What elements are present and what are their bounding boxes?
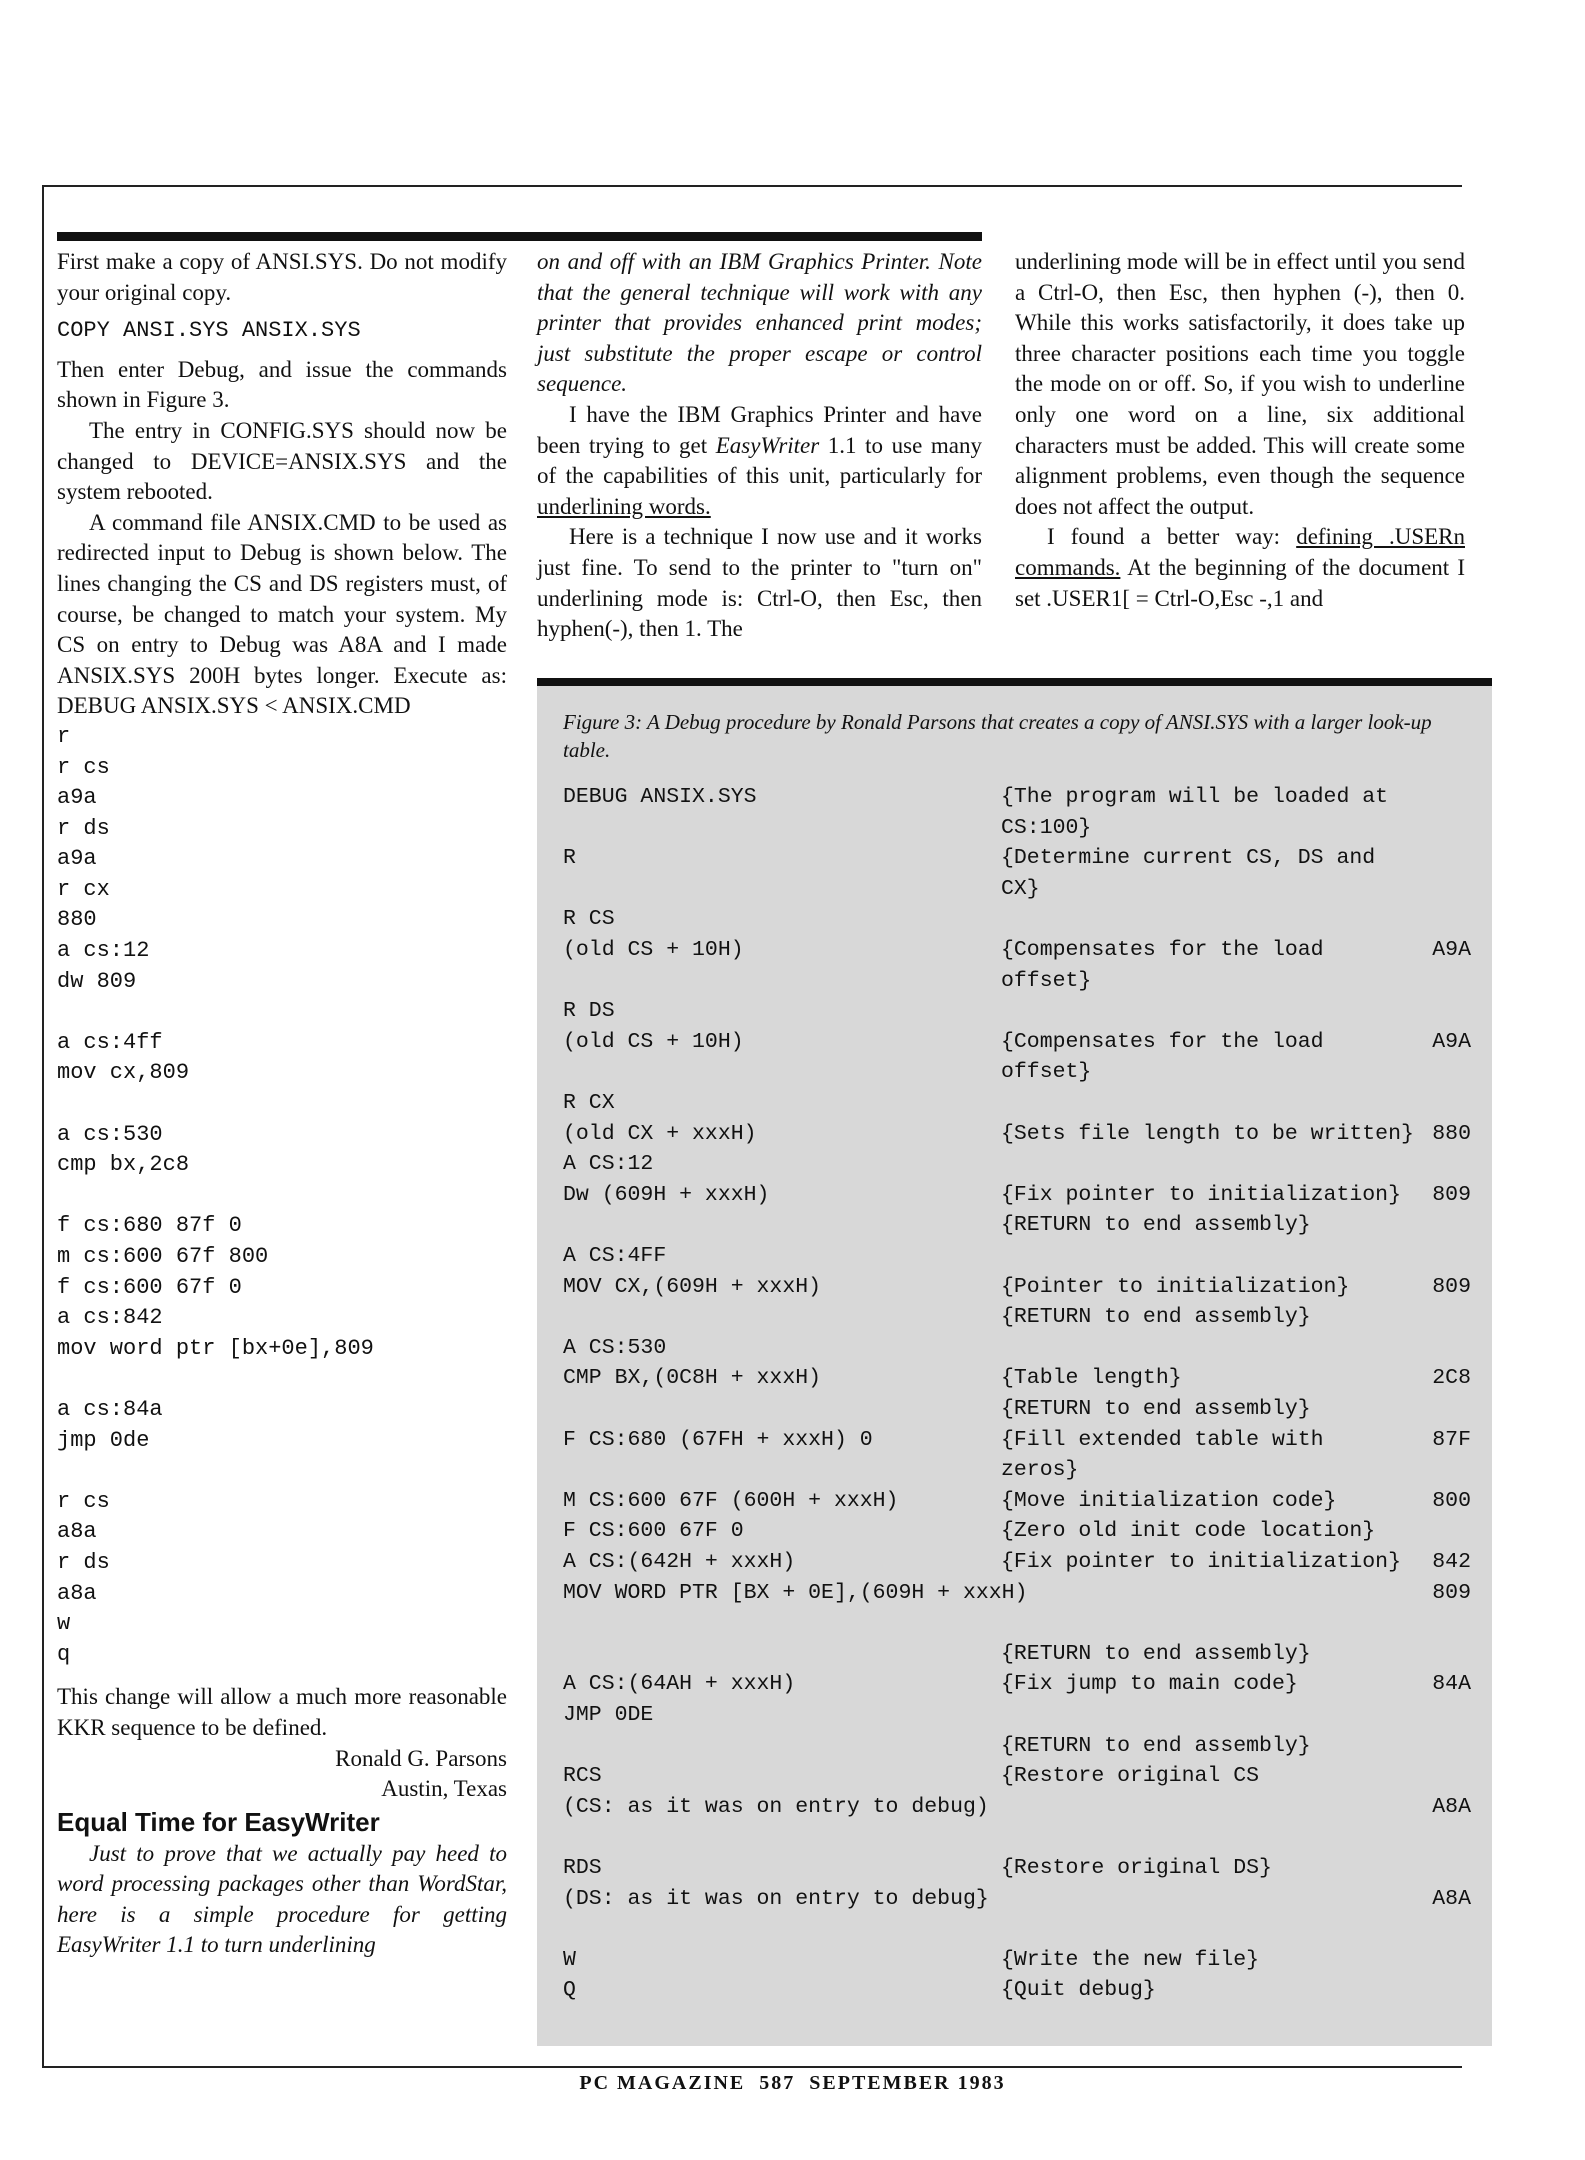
figure-row	[563, 1210, 1483, 1241]
underlined-text: underlining words.	[537, 493, 711, 519]
text-column-2	[537, 247, 982, 645]
command-cell: R CX	[563, 1091, 615, 1115]
comment-cell: {Write the new file}	[1001, 1947, 1260, 1972]
code-line: mov word ptr [bx+0e],809	[57, 1335, 374, 1361]
figure-row	[563, 1088, 1483, 1119]
comment-cell: offset}	[1001, 968, 1092, 993]
figure-row	[563, 1363, 1483, 1394]
comment-cell: zeros}	[1001, 1458, 1079, 1483]
code-snippet: COPY ANSI.SYS ANSIX.SYS	[57, 318, 361, 344]
paragraph: Then enter Debug, and issue the commands shown in Figure 3.	[57, 356, 507, 413]
figure-row	[563, 1639, 1483, 1670]
code-line: r cs	[57, 754, 110, 780]
text-column-1	[57, 247, 507, 1961]
command-cell: MOV CX,(609H + xxxH)	[563, 1274, 822, 1299]
command-cell: Dw (609H + xxxH)	[563, 1182, 770, 1207]
figure-row	[563, 1945, 1483, 1976]
code-line: q	[57, 1641, 71, 1667]
command-cell: DEBUG ANSIX.SYS	[563, 785, 757, 809]
comment-cell: {Quit debug}	[1001, 1978, 1156, 2003]
code-line	[57, 1089, 507, 1120]
code-line: r ds	[57, 815, 110, 841]
paragraph: Here is a technique I now use and it works just fine. To send to the printer to "turn on" underlining mode is: Ctrl-O, then Esc, then hyphen(-), then 1. The	[537, 524, 982, 642]
text-run: 1.1 to use many of the capabilities of this unit, particularly for	[537, 432, 982, 489]
code-line: a cs:842	[57, 1305, 163, 1331]
paragraph: This change will allow a much more reasonable KKR sequence to be defined.	[57, 1684, 507, 1740]
comment-cell: {Compensates for the load	[1001, 938, 1324, 962]
figure-row	[563, 874, 1483, 905]
page-frame-left-rule	[42, 185, 44, 2067]
comment-cell: {Determine current CS, DS and	[1001, 846, 1376, 871]
figure-row	[563, 996, 1483, 1027]
code-line	[57, 1456, 507, 1487]
comment-cell: {Move initialization code}	[1001, 1488, 1337, 1513]
paragraph: on and off with an IBM Graphics Printer. Note that the general technique will work with any printer that provides enhanced print modes; just substitute the proper escape or control sequence.	[537, 249, 982, 397]
comment-cell: {RETURN to end assembly}	[1001, 1641, 1311, 1666]
code-line: a9a	[57, 785, 97, 811]
code-line: a8a	[57, 1519, 97, 1545]
figure-3-box	[537, 678, 1492, 2046]
command-cell: (old CS + 10H)	[563, 1029, 744, 1054]
paragraph: underlining mode will be in effect until you send a Ctrl-O, then Esc, then hyphen (-), then 0. While this works satisfactorily, it does take up three character positions each time you toggle the mode on or off. So, if you wish to underline only one word on a line, six additional characters must be added. This will create some alignment problems, even though the sequence does not affect the output.	[1015, 249, 1465, 519]
command-cell: A CS:12	[563, 1152, 654, 1177]
comment-cell: {RETURN to end assembly}	[1001, 1733, 1311, 1758]
value-cell: 84A	[1432, 1672, 1471, 1697]
figure-row	[563, 843, 1483, 874]
comment-cell: {Fill extended table with	[1001, 1427, 1324, 1452]
code-line: a9a	[57, 846, 97, 872]
value-cell: 809	[1432, 1182, 1471, 1207]
figure-row	[563, 1700, 1483, 1731]
comment-cell: {RETURN to end assembly}	[1001, 1213, 1311, 1238]
code-line: dw 809	[57, 968, 137, 994]
comment-cell: {RETURN to end assembly}	[1001, 1305, 1311, 1330]
code-line: w	[57, 1611, 71, 1637]
value-cell: 87F	[1432, 1427, 1471, 1452]
value-cell: 2C8	[1432, 1366, 1471, 1391]
value-cell: A9A	[1432, 938, 1471, 962]
command-cell: A CS:530	[563, 1335, 667, 1360]
code-line: a cs:84a	[57, 1396, 163, 1422]
figure-row	[563, 966, 1483, 997]
underlined-text: defining .USERn commands.	[1015, 524, 1465, 580]
figure-row	[563, 1149, 1483, 1180]
command-cell: R	[563, 846, 576, 871]
figure-row	[563, 1180, 1483, 1211]
page-footer	[0, 2072, 1585, 2095]
figure-row	[563, 1516, 1483, 1547]
figure-row	[563, 1761, 1483, 1792]
paragraph: First make a copy of ANSI.SYS. Do not modify your original copy.	[57, 249, 507, 305]
command-cell: A CS:(642H + xxxH)	[563, 1550, 796, 1574]
command-cell: (CS: as it was on entry to debug)	[563, 1794, 989, 1819]
code-line: r ds	[57, 1549, 110, 1575]
code-line: f cs:600 67f 0	[57, 1274, 242, 1300]
paragraph: Just to prove that we actually pay heed to word processing packages other than WordStar, here is a simple procedure for getting EasyWriter 1.1 to turn underlining	[57, 1840, 507, 1958]
code-line: r cs	[57, 1488, 110, 1514]
figure-row	[563, 1792, 1483, 1823]
paragraph: A command file ANSIX.CMD to be used as redirected input to Debug is shown below. The lines changing the CS and DS registers must, of course, be changed to match your system. My CS on entry to Debug was A8A and I made ANSIX.SYS 200H bytes longer. Execute as: DEBUG ANSIX.SYS < ANSIX.CMD	[57, 509, 507, 719]
figure-row	[563, 1914, 1483, 1945]
comment-cell: CS:100}	[1001, 815, 1092, 840]
page-frame-bottom-rule	[42, 2066, 1462, 2068]
author-location: Austin, Texas	[381, 1776, 507, 1802]
command-cell: MOV WORD PTR [BX + 0E],(609H + xxxH)	[563, 1580, 1028, 1605]
value-cell: A8A	[1432, 1794, 1471, 1819]
command-cell: RCS	[563, 1764, 602, 1789]
code-line: m cs:600 67f 800	[57, 1244, 269, 1269]
code-line	[57, 997, 507, 1028]
issue-date: SEPTEMBER 1983	[809, 2072, 1006, 2094]
value-cell: 800	[1432, 1488, 1471, 1513]
comment-cell: {Fix jump to main code}	[1001, 1672, 1298, 1697]
code-line: a8a	[57, 1580, 97, 1606]
figure-row	[563, 1578, 1483, 1609]
command-cell: R CS	[563, 907, 615, 932]
figure-row	[563, 904, 1483, 935]
command-cell: W	[563, 1947, 576, 1972]
product-name: EasyWriter	[715, 432, 820, 458]
value-cell: 842	[1432, 1550, 1471, 1574]
figure-row	[563, 1822, 1483, 1853]
comment-cell: {Table length}	[1001, 1366, 1182, 1391]
value-cell: A9A	[1432, 1029, 1471, 1054]
figure-row	[563, 935, 1483, 966]
command-cell: (old CX + xxxH)	[563, 1121, 757, 1146]
figure-row	[563, 1547, 1483, 1578]
command-cell: A CS:(64AH + xxxH)	[563, 1672, 796, 1697]
comment-cell: {Fix pointer to initialization}	[1001, 1550, 1401, 1574]
code-line: jmp 0de	[57, 1427, 150, 1453]
debug-command-listing	[57, 722, 507, 1670]
code-line: f cs:680 87f 0	[57, 1213, 242, 1239]
command-cell: A CS:4FF	[563, 1244, 667, 1268]
figure-row	[563, 1884, 1483, 1915]
comment-cell: {RETURN to end assembly}	[1001, 1397, 1311, 1421]
code-line: r	[57, 723, 71, 749]
paragraph	[1015, 522, 1465, 614]
comment-cell: {The program will be loaded at	[1001, 785, 1389, 809]
text-column-3	[1015, 247, 1465, 614]
figure-row	[563, 1333, 1483, 1364]
figure-caption: Figure 3: A Debug procedure by Ronald Parsons that creates a copy of ANSI.SYS with a larger look-up table.	[563, 710, 1432, 762]
figure-row	[563, 1425, 1483, 1456]
command-cell: JMP 0DE	[563, 1703, 654, 1727]
command-cell: (DS: as it was on entry to debug}	[563, 1886, 989, 1911]
figure-row	[563, 1057, 1483, 1088]
comment-cell: {Restore original DS}	[1001, 1856, 1272, 1880]
value-cell: A8A	[1432, 1886, 1471, 1911]
code-line	[57, 1364, 507, 1395]
author-name: Ronald G. Parsons	[335, 1745, 507, 1771]
figure-row	[563, 1669, 1483, 1700]
figure-row	[563, 1975, 1483, 2006]
text-run: I have the IBM Graphics Printer and have been trying to get	[537, 401, 982, 458]
page-number: 587	[759, 2072, 796, 2094]
comment-cell: {Zero old init code location}	[1001, 1519, 1376, 1544]
page-frame-top-rule	[42, 185, 1462, 187]
figure-row	[563, 1394, 1483, 1425]
code-line: mov cx,809	[57, 1060, 190, 1086]
paragraph	[537, 400, 982, 522]
value-cell: 809	[1432, 1274, 1471, 1299]
code-line: 880	[57, 907, 97, 933]
figure-row	[563, 1853, 1483, 1884]
code-line: cmp bx,2c8	[57, 1152, 190, 1178]
command-cell: F CS:600 67F 0	[563, 1519, 744, 1544]
code-line: a cs:12	[57, 938, 150, 964]
command-cell: M CS:600 67F (600H + xxxH)	[563, 1488, 899, 1513]
comment-cell: CX}	[1001, 876, 1040, 901]
text-run: I found a better way:	[1047, 524, 1297, 550]
command-cell: R DS	[563, 999, 615, 1024]
command-cell: (old CS + 10H)	[563, 938, 744, 962]
figure-row	[563, 1241, 1483, 1272]
code-line	[57, 1181, 507, 1212]
figure-row	[563, 1027, 1483, 1058]
comment-cell: {Compensates for the load	[1001, 1029, 1324, 1054]
text-run: At the beginning of the document I set .USER1[ = Ctrl-O,Esc -,1 and	[1015, 554, 1465, 611]
figure-row	[563, 1608, 1483, 1639]
magazine-name: PC MAGAZINE	[579, 2072, 746, 2094]
comment-cell: {Restore original CS	[1001, 1764, 1260, 1789]
comment-cell: {Pointer to initialization}	[1001, 1274, 1350, 1299]
figure-row	[563, 1486, 1483, 1517]
section-heading: Equal Time for EasyWriter	[57, 1806, 380, 1837]
figure-row	[563, 1119, 1483, 1150]
comment-cell: {Sets file length to be written}	[1001, 1121, 1414, 1146]
code-line: a cs:4ff	[57, 1029, 163, 1055]
command-cell: F CS:680 (67FH + xxxH) 0	[563, 1427, 873, 1452]
figure-row	[563, 1272, 1483, 1303]
command-cell: Q	[563, 1978, 576, 2003]
comment-cell: {Fix pointer to initialization}	[1001, 1182, 1401, 1207]
comment-cell: offset}	[1001, 1060, 1092, 1085]
figure-row	[563, 1731, 1483, 1762]
figure-row	[563, 782, 1483, 813]
section-thick-rule	[57, 232, 982, 241]
value-cell: 809	[1432, 1580, 1471, 1605]
figure-row	[563, 1302, 1483, 1333]
value-cell: 880	[1432, 1121, 1471, 1146]
command-cell: RDS	[563, 1856, 602, 1880]
code-line: a cs:530	[57, 1121, 163, 1147]
command-cell: CMP BX,(0C8H + xxxH)	[563, 1366, 822, 1391]
paragraph: The entry in CONFIG.SYS should now be changed to DEVICE=ANSIX.SYS and the system rebooted.	[57, 417, 507, 505]
figure-row	[563, 813, 1483, 844]
figure-row	[563, 1455, 1483, 1486]
code-line: r cx	[57, 876, 110, 902]
